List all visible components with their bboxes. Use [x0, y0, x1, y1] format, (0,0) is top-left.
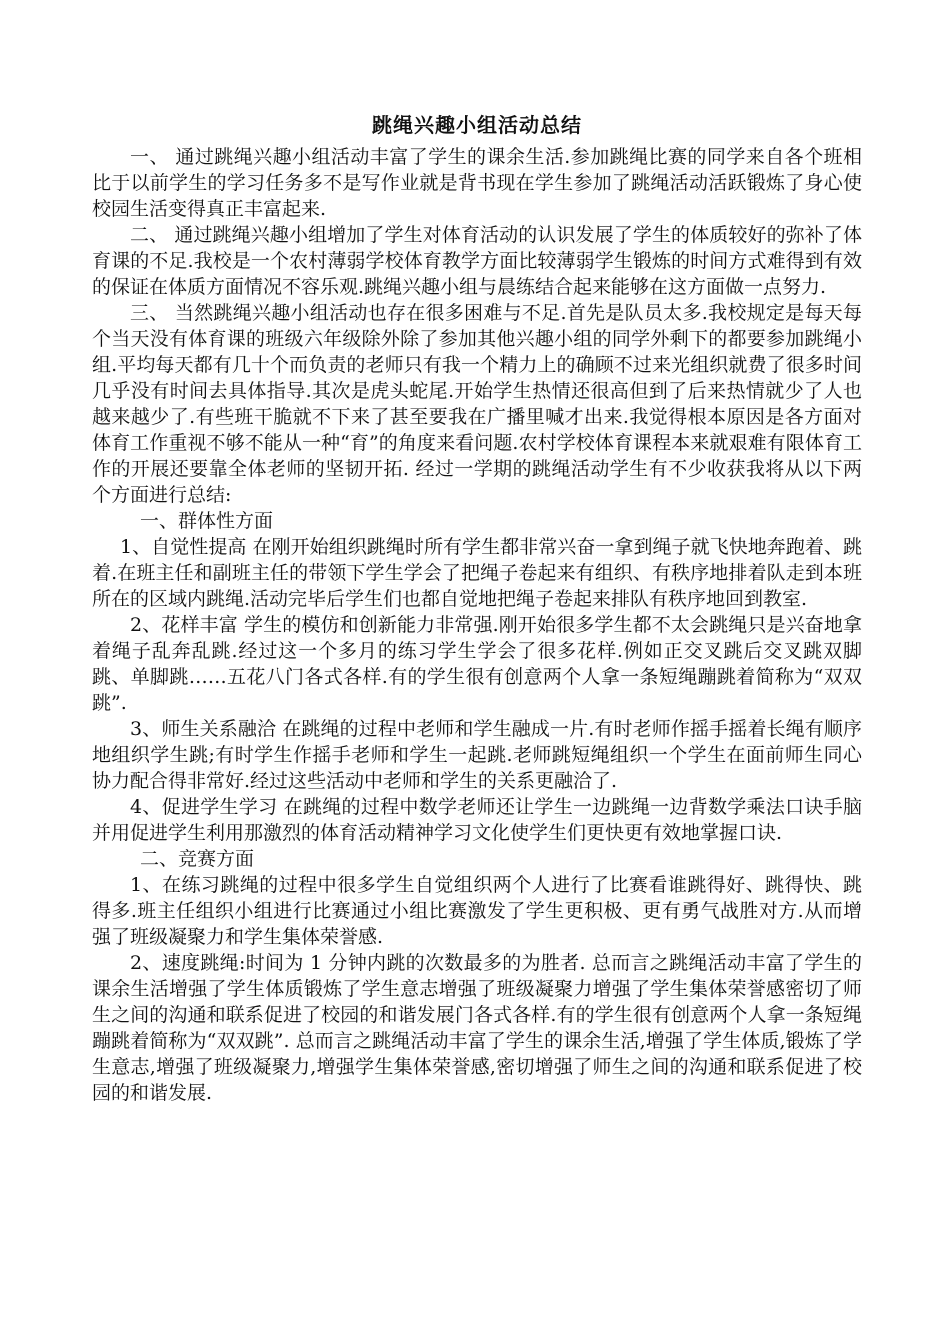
- item-speed-jumping-summary: 2、速度跳绳:时间为 1 分钟内跳的次数最多的为胜者. 总而言之跳绳活动丰富了学生的课余生活增强了学生体质锻炼了学生意志增强了班级凝聚力增强了学生集体荣誉感密切了师生之间的沟通和联系促进了校园的和谐发展门各式各样.有的学生很有创意两个人拿一条短绳蹦跳着简称为“双双跳”. 总而言之跳绳活动丰富了学生的课余生活,增强了学生体质,锻炼了学生意志,增强了班级凝聚力,增强学生集体荣誉感,密切增强了师生之间的沟通和联系促进了校园的和谐发展.: [92, 952, 862, 1104]
- section-heading-group: 一、群体性方面: [140, 510, 274, 532]
- item-teacher-student-relations: 3、师生关系融洽 在跳绳的过程中老师和学生融成一片.有时老师作摇手摇着长绳有顺序地组织学生跳;有时学生作摇手老师和学生一起跳.老师跳短绳组织一个学生在面前师生同心协力配合得非常好.经过这些活动中老师和学生的关系更融洽了.: [92, 718, 862, 792]
- paragraph-2: 二、 通过跳绳兴趣小组增加了学生对体育活动的认识发展了学生的体质较好的弥补了体育课的不足.我校是一个农村薄弱学校体育教学方面比较薄弱学生锻炼的时间方式难得到有效的保证在体质方面情况不容乐观.跳绳兴趣小组与晨练结合起来能够在这方面做一点努力.: [92, 224, 862, 298]
- item-variety: 2、花样丰富 学生的模仿和创新能力非常强.刚开始很多学生都不太会跳绳只是兴奋地拿着绳子乱奔乱跳.经过这一个多月的练习学生学会了很多花样.例如正交叉跳后交叉跳双脚跳、单脚跳……五花八门各式各样.有的学生很有创意两个人拿一条短绳蹦跳着简称为“双双跳”.: [92, 614, 862, 714]
- paragraph-1: 一、 通过跳绳兴趣小组活动丰富了学生的课余生活.参加跳绳比赛的同学来自各个班相比于以前学生的学习任务多不是写作业就是背书现在学生参加了跳绳活动活跃锻炼了身心使校园生活变得真正丰富起来.: [92, 146, 862, 220]
- item-self-awareness: 1、自觉性提高 在刚开始组织跳绳时所有学生都非常兴奋一拿到绳子就飞快地奔跑着、跳着.在班主任和副班主任的带领下学生学会了把绳子卷起来有组织、有秩序地排着队走到本班所在的区域内跳绳.活动完毕后学生们也都自觉地把绳子卷起来排队有秩序地回到教室.: [92, 536, 862, 610]
- item-competition-practice: 1、在练习跳绳的过程中很多学生自觉组织两个人进行了比赛看谁跳得好、跳得快、跳得多.班主任组织小组进行比赛通过小组比赛激发了学生更积极、更有勇气战胜对方.从而增强了班级凝聚力和学生集体荣誉感.: [92, 874, 862, 948]
- section-heading-competition: 二、竞赛方面: [140, 848, 255, 870]
- paragraph-3: 三、 当然跳绳兴趣小组活动也存在很多困难与不足.首先是队员太多.我校规定是每天每个当天没有体育课的班级六年级除外除了参加其他兴趣小组的同学外剩下的都要参加跳绳小组.平均每天都有几十个而负责的老师只有我一个精力上的确顾不过来光组织就费了很多时间几乎没有时间去具体指导.其次是虎头蛇尾.开始学生热情还很高但到了后来热情就少了人也越来越少了.有些班干脆就不下来了甚至要我在广播里喊才出来.我觉得根本原因是各方面对体育工作重视不够不能从一种“育”的角度来看问题.农村学校体育课程本来就艰难有限体育工作的开展还要靠全体老师的坚韧开拓. 经过一学期的跳绳活动学生有不少收获我将从以下两个方面进行总结:: [92, 302, 862, 506]
- document-title: 跳绳兴趣小组活动总结: [372, 113, 582, 137]
- item-promote-learning: 4、促进学生学习 在跳绳的过程中数学老师还让学生一边跳绳一边背数学乘法口诀手脑并用促进学生利用那激烈的体育活动精神学习文化使学生们更快更有效地掌握口诀.: [92, 796, 862, 844]
